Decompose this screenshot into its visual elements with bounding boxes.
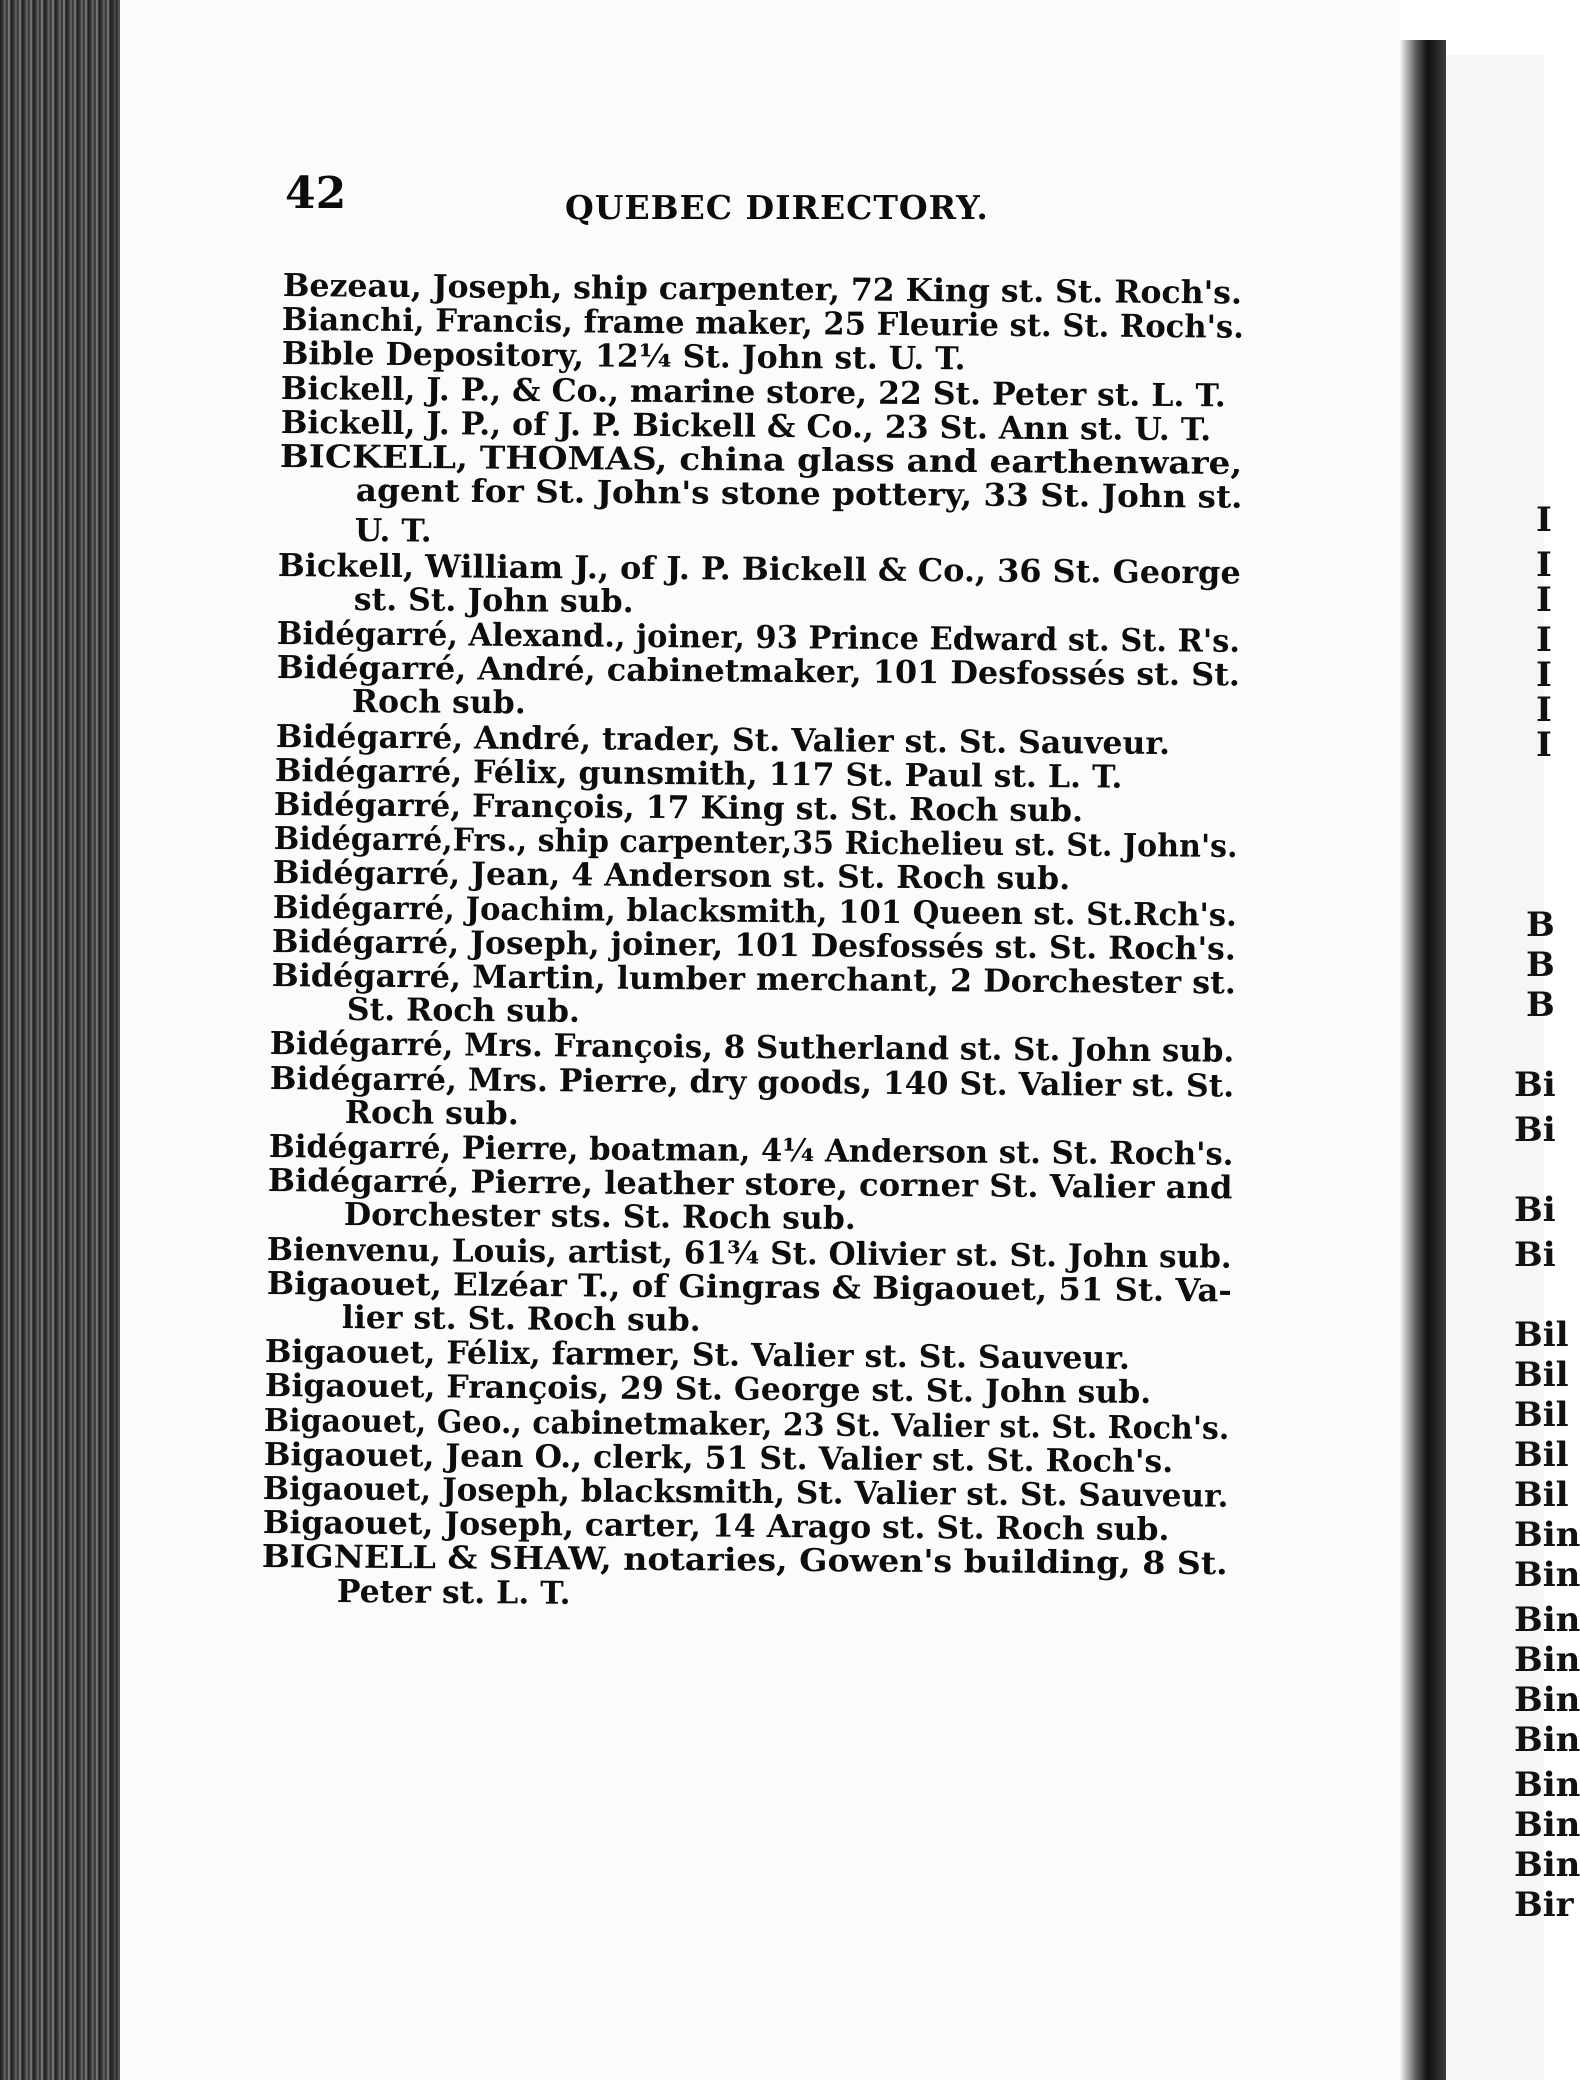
directory-entry: Bigaouet, Félix, farmer, St. Valier st. St. Sauveur. <box>265 1333 1131 1377</box>
directory-entry: Bienvenu, Louis, artist, 61¾ St. Olivier st. St. John sub. <box>266 1230 1232 1276</box>
right-page-letter-fragment: Bi <box>1514 1065 1556 1105</box>
directory-entry-continuation: agent for St. John's stone pottery, 33 St. John st. <box>355 472 1243 516</box>
directory-entry-continuation: Dorchester sts. St. Roch sub. <box>343 1196 856 1238</box>
right-page-letter-fragment: Bil <box>1514 1355 1569 1395</box>
directory-entry: BIGNELL & SHAW, notaries, Gowen's building, 8 St. <box>261 1538 1228 1583</box>
right-page-letter-fragment: Bin <box>1514 1600 1580 1640</box>
right-page-letter-fragment: Bin <box>1514 1845 1580 1885</box>
right-page-letter-fragment: Bin <box>1514 1640 1580 1680</box>
page-number: 42 <box>285 168 347 219</box>
book-gutter <box>1400 40 1446 2080</box>
directory-entry: Bickell, William J., of J. P. Bickell & Co., 36 St. George <box>278 546 1242 592</box>
directory-entry: Bible Depository, 12¼ St. John st. U. T. <box>281 335 966 378</box>
right-page-letter-fragment: Bil <box>1514 1475 1569 1515</box>
right-page-letter-fragment: I <box>1536 545 1552 585</box>
directory-entry: Bidégarré, François, 17 King st. St. Roch sub. <box>274 786 1084 830</box>
directory-entry: Bigaouet, Geo., cabinetmaker, 23 St. Valier st. St. Roch's. <box>264 1401 1230 1447</box>
right-page-letter-fragment: I <box>1536 500 1552 540</box>
directory-entry: Bezeau, Joseph, ship carpenter, 72 King st. St. Roch's. <box>282 267 1243 312</box>
directory-entry: Bigaouet, François, 29 St. George st. St. John sub. <box>264 1367 1152 1412</box>
directory-entry-continuation: lier st. St. Roch sub. <box>341 1299 701 1339</box>
right-page-letter-fragment: I <box>1536 725 1552 765</box>
directory-entry-continuation: St. Roch sub. <box>346 991 581 1031</box>
right-page-letter-fragment: Bin <box>1514 1765 1580 1805</box>
directory-entry: Bidégarré, Joachim, blacksmith, 101 Queen st. St.Rch's. <box>272 888 1237 934</box>
directory-entry: BICKELL, THOMAS, china glass and earthenware, <box>279 438 1243 482</box>
directory-entry-continuation: Peter st. L. T. <box>337 1572 572 1612</box>
running-title: QUEBEC DIRECTORY. <box>565 188 989 227</box>
right-page-letter-fragment: I <box>1536 690 1552 730</box>
directory-entry: Bigaouet, Joseph, carter, 14 Arago st. St. Roch sub. <box>262 1504 1170 1549</box>
right-page-letter-fragment: Bi <box>1514 1235 1556 1275</box>
right-page-letter-fragment: Bin <box>1514 1680 1580 1720</box>
directory-entry: Bianchi, Francis, frame maker, 25 Fleurie st. St. Roch's. <box>282 301 1245 346</box>
right-page-letter-fragment: I <box>1536 620 1552 660</box>
directory-entry: Bidégarré, Pierre, boatman, 4¼ Anderson st. St. Roch's. <box>268 1128 1234 1173</box>
directory-entry: Bigaouet, Joseph, blacksmith, St. Valier st. St. Sauveur. <box>262 1470 1229 1515</box>
directory-entry-continuation: U. T. <box>354 512 432 550</box>
right-page-letter-fragment: B <box>1526 985 1555 1025</box>
directory-entry: Bigaouet, Elzéar T., of Gingras & Bigaouet, 51 St. Va- <box>266 1264 1232 1310</box>
directory-entry-continuation: Roch sub. <box>345 1093 520 1133</box>
directory-entry: Bidégarré, Félix, gunsmith, 117 St. Paul st. L. T. <box>274 751 1123 796</box>
right-page-letter-fragment: Bi <box>1514 1110 1556 1150</box>
directory-entry: Bidégarré, Jean, 4 Anderson st. St. Roch sub. <box>273 854 1071 898</box>
right-page-letter-fragment: I <box>1536 580 1552 620</box>
directory-entry: Bidégarré, Mrs. François, 8 Sutherland st. St. John sub. <box>270 1025 1235 1071</box>
directory-entry: Bidégarré, Mrs. Pierre, dry goods, 140 St. Valier st. St. <box>269 1059 1235 1105</box>
right-page-letter-fragment: Bin <box>1514 1720 1580 1760</box>
directory-entry: Bidégarré, Martin, lumber merchant, 2 Dorchester st. <box>271 957 1236 1002</box>
directory-entry-continuation: Roch sub. <box>351 683 527 722</box>
right-page-letter-fragment: B <box>1526 905 1555 945</box>
directory-entry: Bickell, J. P., & Co., marine store, 22 St. Peter st. L. T. <box>281 369 1227 415</box>
page-edge-stack <box>0 0 120 2080</box>
directory-entry: Bidégarré, Alexand., joiner, 93 Prince Edward st. St. R's. <box>276 615 1241 660</box>
right-page-letter-fragment: Bin <box>1514 1805 1580 1845</box>
right-page-letter-fragment: Bin <box>1514 1515 1580 1555</box>
directory-entry-continuation: st. St. John sub. <box>353 580 634 620</box>
right-page-letter-fragment: Bin <box>1514 1555 1580 1595</box>
directory-entry: Bidégarré, Joseph, joiner, 101 Desfossés st. St. Roch's. <box>271 922 1237 968</box>
directory-entry: Bidégarré,Frs., ship carpenter,35 Richelieu st. St. John's. <box>273 820 1238 866</box>
right-page-letter-fragment: Bil <box>1514 1395 1569 1435</box>
right-page-letter-fragment: B <box>1526 945 1555 985</box>
right-page-letter-fragment: Bir <box>1514 1885 1574 1925</box>
directory-entry: Bidégarré, André, cabinetmaker, 101 Desfossés st. St. <box>276 649 1240 694</box>
right-page-letter-fragment: I <box>1536 655 1552 695</box>
directory-entry: Bickell, J. P., of J. P. Bickell & Co., 23 St. Ann st. U. T. <box>280 403 1212 449</box>
right-page-letter-fragment: Bil <box>1514 1435 1569 1475</box>
directory-entry: Bidégarré, Pierre, leather store, corner St. Valier and <box>267 1162 1233 1207</box>
right-page-letter-fragment: Bi <box>1514 1190 1556 1230</box>
directory-entry: Bigaouet, Jean O., clerk, 51 St. Valier st. St. Roch's. <box>263 1435 1174 1480</box>
right-page-letter-fragment: Bil <box>1514 1315 1569 1355</box>
directory-entry: Bidégarré, André, trader, St. Valier st. St. Sauveur. <box>275 717 1170 762</box>
